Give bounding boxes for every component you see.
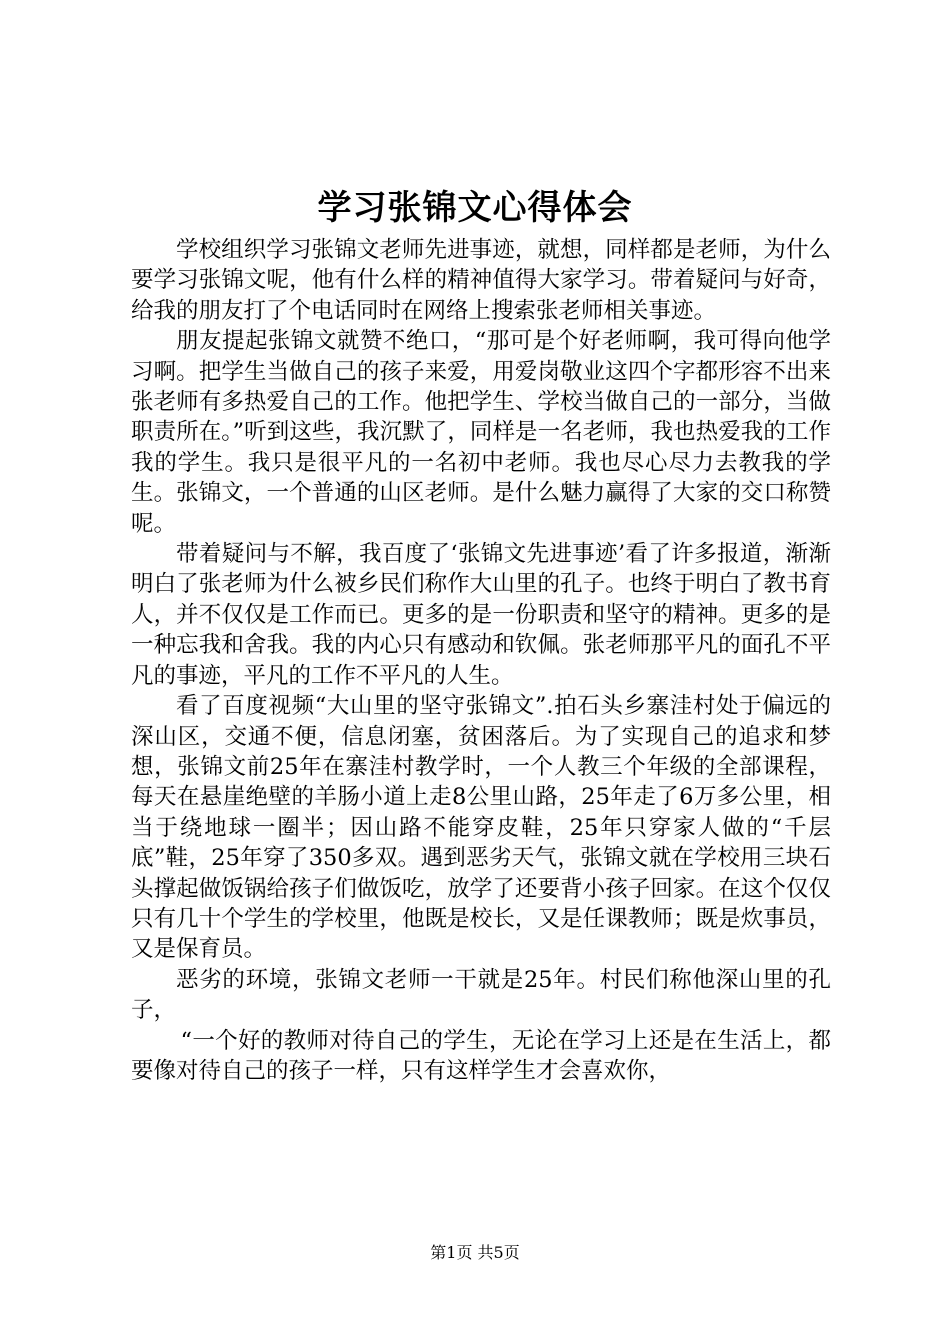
document-title: 学习张锦文心得体会 [317, 188, 633, 228]
paragraph: 恶劣的环境，张锦文老师一干就是25年。村民们称他深山里的孔子， [131, 966, 831, 1024]
page-number-footer: 第1页 共5页 [430, 1243, 520, 1262]
paragraph: 学校组织学习张锦文老师先进事迹，就想，同样都是老师，为什么要学习张锦文呢，他有什么样的精神值得大家学习。带着疑问与好奇，给我的朋友打了个电话同时在网络上搜索张老师相关事迹。 [131, 237, 831, 324]
document-body [131, 235, 831, 1086]
paragraph: “一个好的教师对待自己的学生，无论在学习上还是在生活上，都要像对待自己的孩子一样，只有这样学生才会喜欢你， [131, 1027, 831, 1084]
paragraph: 带着疑问与不解，我百度了‘张锦文先进事迹’看了许多报道，渐渐明白了张老师为什么被乡民们称作大山里的孔子。也终于明白了教书育人，并不仅仅是工作而已。更多的是一份职责和坚守的精神。更多的是一种忘我和舍我。我的内心只有感动和钦佩。张老师那平凡的面孔不平凡的事迹，平凡的工作不平凡的人生。 [131, 541, 831, 689]
paragraph: 朋友提起张锦文就赞不绝口，“那可是个好老师啊，我可得向他学习啊。把学生当做自己的孩子来爱，用爱岗敬业这四个字都形容不出来张老师有多热爱自己的工作。他把学生、学校当做自己的一部分，当做职责所在。”听到这些，我沉默了，同样是一名老师，我也热爱我的工作我的学生。我只是很平凡的一名初中老师。我也尽心尽力去教我的学生。张锦文，一个普通的山区老师。是什么魅力赢得了大家的交口称赞呢。 [131, 328, 831, 537]
paragraph: 看了百度视频“大山里的坚守张锦文”.拍石头乡寨洼村处于偏远的深山区，交通不便，信息闭塞，贫困落后。为了实现自己的追求和梦想，张锦文前25年在寨洼村教学时，一个人教三个年级的全部课程，每天在悬崖绝壁的羊肠小道上走8公里山路，25年走了6万多公里，相当于绕地球一圈半；因山路不能穿皮鞋，25年只穿家人做的“千层底”鞋，25年穿了350多双。遇到恶劣天气，张锦文就在学校用三块石头撑起做饭锅给孩子们做饭吃，放学了还要背小孩子回家。在这个仅仅只有几十个学生的学校里，他既是校长，又是任课教师；既是炊事员，又是保育员。 [131, 693, 831, 963]
